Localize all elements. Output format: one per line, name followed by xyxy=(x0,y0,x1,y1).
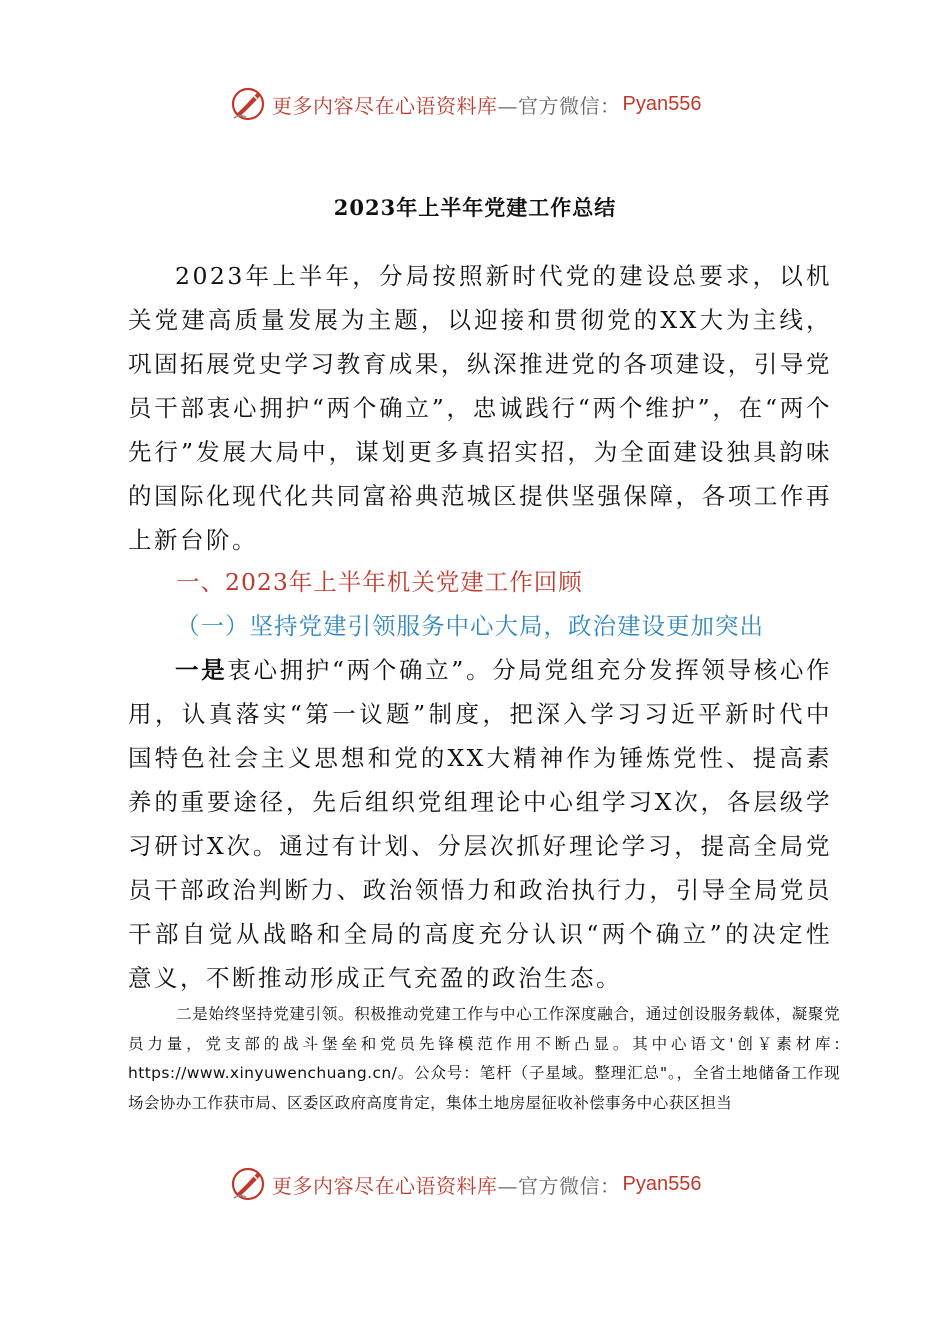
pen-nib-logo-icon xyxy=(228,1164,268,1204)
banner-library-text: 更多内容尽在心语资料库 xyxy=(272,93,498,118)
pen-nib-logo-icon xyxy=(228,84,268,124)
banner-wechat-label: —官方微信： xyxy=(497,93,621,118)
header-watermark-banner xyxy=(228,82,701,126)
section-heading: 一、2023年上半年机关党建工作回顾 xyxy=(176,568,583,596)
point-one-text: 衷心拥护“两个确立”。分局党组充分发挥领导核心作用，认真落实“第一议题”制度，把深入学习习近平新时代中国特色社会主义思想和党的XX大精神作为锤炼党性、提高素养的重要途径，先后组织党组理论中心组学习X次，各层级学习研讨X次。通过有计划、分层次抓好理论学习，提高全局党员干部政治判断力、政治领悟力和政治执行力，引导全局党员干部自觉从战略和全局的高度充分认识“两个确立”的决定性意义，不断推动形成正气充盈的政治生态。 xyxy=(128,656,833,992)
banner-library-text: 更多内容尽在心语资料库 xyxy=(272,1173,498,1198)
point-one-lead: 一是 xyxy=(175,656,228,684)
subsection-heading: （一）坚持党建引领服务中心大局，政治建设更加突出 xyxy=(176,612,764,640)
point-one-paragraph xyxy=(128,648,832,1000)
document-title: 2023年上半年党建工作总结 xyxy=(333,195,617,220)
banner-wechat-id: Pyan556 xyxy=(622,92,702,115)
point-two-paragraph: 二是始终坚持党建引领。积极推动党建工作与中心工作深度融合，通过创设服务载体，凝聚党员力量，党支部的战斗堡垒和党员先锋模范作用不断凸显。其中心语文'创￥素材库: https://www.xinyuwenchuang.cn/。公众号：笔杆（子星域。整理汇总"。，全省土地储备工作现场会协办工作获市局、区委区政府高度肯定，集体土地房屋征收补偿事务中心获区担当 xyxy=(128,1005,840,1112)
banner-wechat-id: Pyan556 xyxy=(622,1172,702,1195)
footer-watermark-banner xyxy=(228,1162,701,1206)
intro-paragraph: 2023年上半年，分局按照新时代党的建设总要求，以机关党建高质量发展为主题，以迎接和贯彻党的XX大为主线，巩固拓展党史学习教育成果，纵深推进党的各项建设，引导党员干部衷心拥护“两个确立”，忠诚践行“两个维护”，在“两个先行”发展大局中，谋划更多真招实招，为全面建设独具韵味的国际化现代化共同富裕典范城区提供坚强保障，各项工作再上新台阶。 xyxy=(128,262,832,554)
banner-wechat-label: —官方微信： xyxy=(497,1173,621,1198)
